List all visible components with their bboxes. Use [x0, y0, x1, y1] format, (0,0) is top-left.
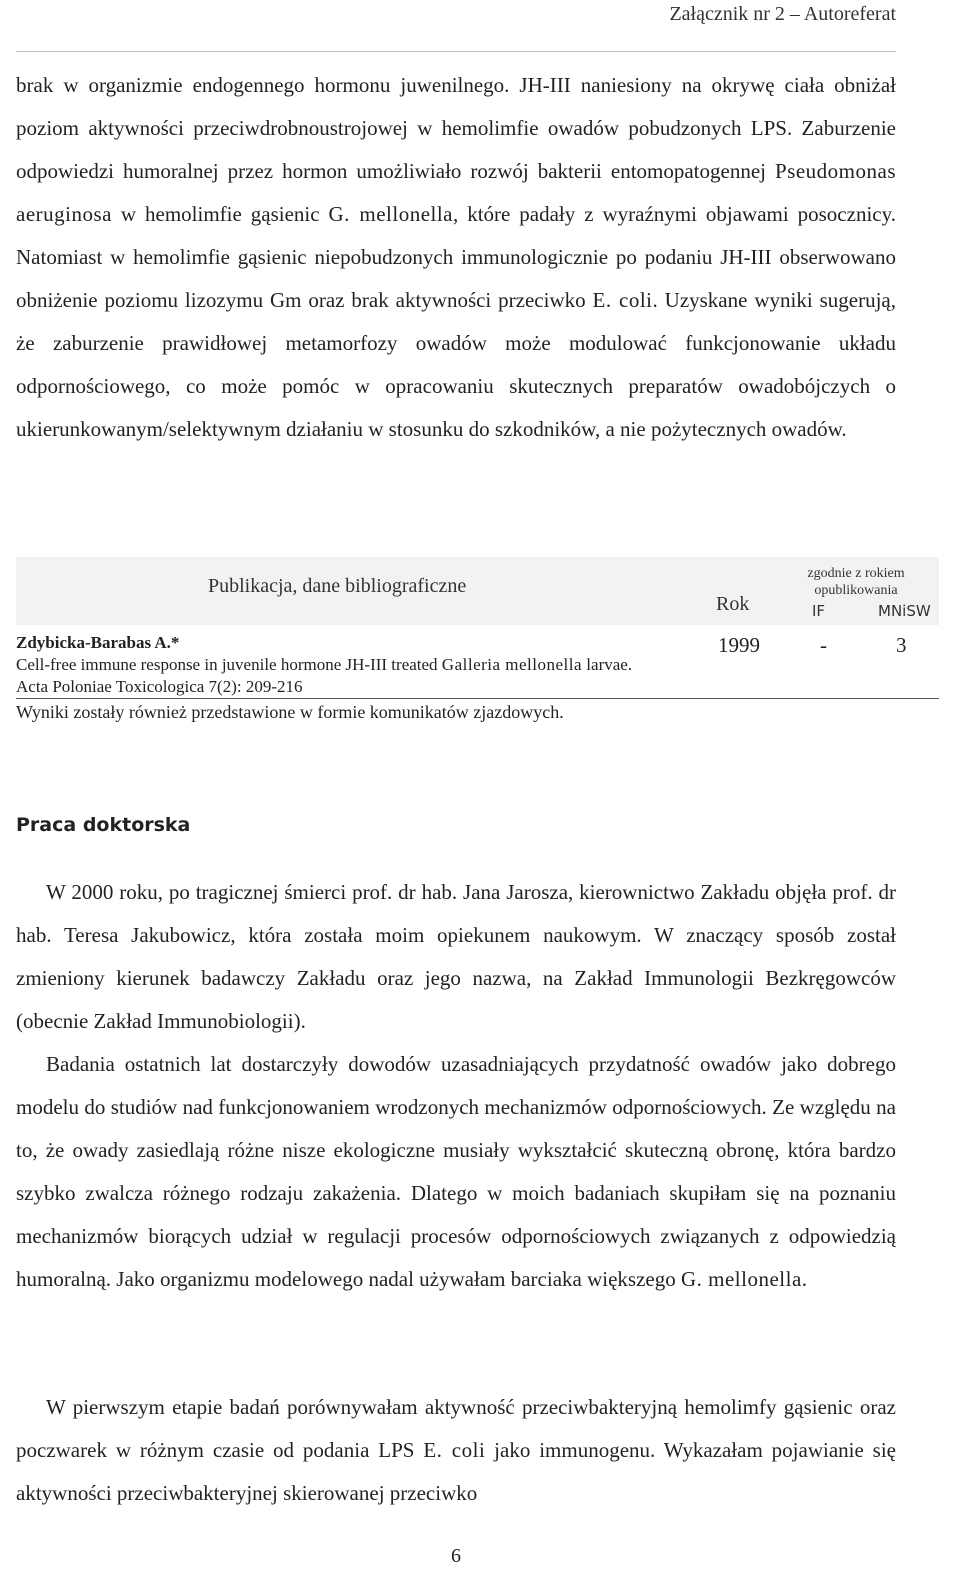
species-name: Galleria mellonella [441, 655, 583, 674]
section-paragraph-2: Badania ostatnich lat dostarczyły dowodów uzasadniających przydatność owadów jako dobrego modelu do studiów nad funkcjonowaniem wrodzonych mechanizmów odpornościowych. Ze względu na to, że owady zasiedlają różne nisze ekologiczne musiały wykształcić skuteczną obronę, która bardzo szybko zwalcza różnego rodzaju zakażenia. Dlatego w moich badaniach skupiłam się na poznaniu mechanizmów biorących udział w regulacji procesów odpornościowych związanych z odpowiedzią humoralną. Jako organizmu modelowego nadal używałam barciaka większego G. mellonella. [16, 1052, 896, 1291]
header-title: Załącznik nr 2 – Autoreferat [669, 3, 896, 25]
publication-title: Cell-free immune response in juvenile hormone JH-III treated Galleria mellonella larvae. [16, 655, 633, 674]
publication-if: - [820, 633, 827, 657]
column-header-mnisw: MNiSW [878, 602, 931, 620]
publication-author: Zdybicka-Barabas A.* [16, 633, 180, 652]
column-header-note: zgodnie z rokiem opublikowania [807, 566, 905, 598]
species-name: G. mellonella [680, 1267, 802, 1291]
column-header-if: IF [812, 602, 826, 620]
species-name: E. coli [423, 1438, 486, 1462]
column-header-year: Rok [716, 593, 750, 615]
publication-mnisw: 3 [896, 633, 907, 657]
publication-row [16, 630, 939, 699]
species-name: G. mellonella [328, 202, 454, 226]
publication-table-header [16, 557, 939, 625]
page-header [16, 0, 896, 52]
publication-note: Wyniki zostały również przedstawione w formie komunikatów zjazdowych. [16, 702, 564, 722]
intro-paragraph: brak w organizmie endogennego hormonu juwenilnego. JH-III naniesiony na okrywę ciała obniżał poziom aktywności przeciwdrobnoustrojowej w hemolimfie owadów pobudzonych LPS. Zaburzenie odpowiedzi humoralnej przez hormon umożliwiało rozwój bakterii entomopatogennej Pseudomonas aeruginosa w hemolimfie gąsienic G. mellonella, które padały z wyraźnymi objawami posocznicy. Natomiast w hemolimfie gąsienic niepobudzonych immunologicznie po podaniu JH-III obserwowano obniżenie poziomu lizozymu Gm oraz brak aktywności przeciwko E. coli. Uzyskane wyniki sugerują, że zaburzenie prawidłowej metamorfozy owadów może modulować funkcjonowanie układu odpornościowego, co może pomóc w opracowaniu skutecznych preparatów owadobójczych o ukierunkowanym/selektywnym działaniu w stosunku do szkodników, a nie pożytecznych owadów. [16, 73, 896, 441]
column-header-publication: Publikacja, dane bibliograficzne [208, 575, 467, 597]
publication-journal: Acta Poloniae Toxicologica 7(2): 209-216 [16, 677, 303, 696]
page-number: 6 [451, 1545, 461, 1567]
section-paragraph-1: W 2000 roku, po tragicznej śmierci prof. dr hab. Jana Jarosza, kierownictwo Zakładu objęła prof. dr hab. Teresa Jakubowicz, która została moim opiekunem naukowym. W znaczący sposób został zmieniony kierunek badawczy Zakładu oraz jego nazwa, na Zakład Immunologii Bezkręgowców (obecnie Zakład Immunobiologii). [16, 880, 896, 1033]
species-name: E. coli [592, 288, 653, 312]
species-name: Pseudomonas aeruginosa [16, 159, 896, 226]
section-title: Praca doktorska [16, 814, 191, 836]
section-paragraph-3: W pierwszym etapie badań porównywałam aktywność przeciwbakteryjną hemolimfy gąsienic oraz poczwarek w różnym czasie od podania LPS E. coli jako immunogenu. Wykazałam pojawianie się aktywności przeciwbakteryjnej skierowanej przeciwko [16, 1395, 896, 1505]
publication-year: 1999 [718, 633, 760, 657]
